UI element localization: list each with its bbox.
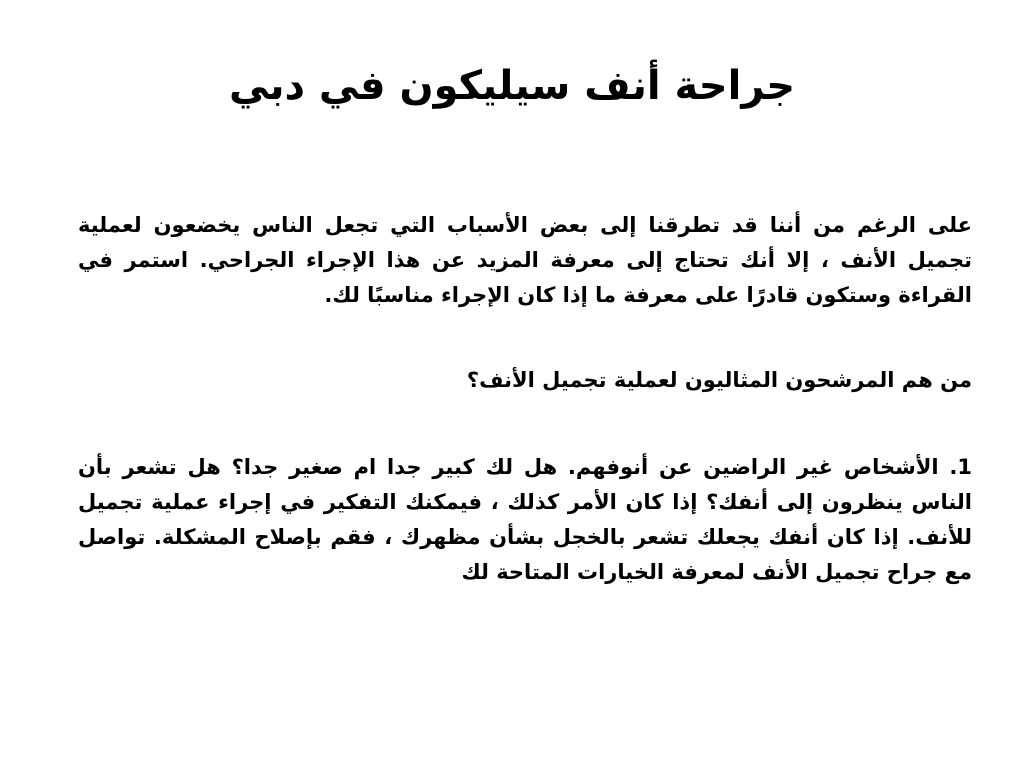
intro-paragraph: على الرغم من أننا قد تطرقنا إلى بعض الأسباب التي تجعل الناس يخضعون لعملية تجميل الأنف ، إلا أنك تحتاج إلى معرفة المزيد عن هذا الإجراء الجراحي. استمر في القراءة وستكون قادرًا على معرفة ما إذا كان الإجراء مناسبًا لك. <box>78 213 972 307</box>
paragraph-spacer <box>78 313 972 363</box>
paragraph-spacer <box>78 398 972 450</box>
point-1-paragraph: 1. الأشخاص غير الراضين عن أنوفهم. هل لك كبير جدا ام صغير جدا؟ هل تشعر بأن الناس ينظرون إلى أنفك؟ إذا كان الأمر كذلك ، فيمكنك التفكير في إجراء عملية تجميل للأنف. إذا كان أنفك يجعلك تشعر بالخجل بشأن مظهرك ، فقم بإصلاح المشكلة. تواصل مع جراح تجميل الأنف لمعرفة الخيارات المتاحة لك <box>78 455 972 584</box>
slide-body <box>78 208 972 590</box>
candidates-question: من هم المرشحون المثاليون لعملية تجميل الأنف؟ <box>466 368 972 392</box>
slide-title: جراحة أنف سيليكون في دبي <box>228 63 796 109</box>
